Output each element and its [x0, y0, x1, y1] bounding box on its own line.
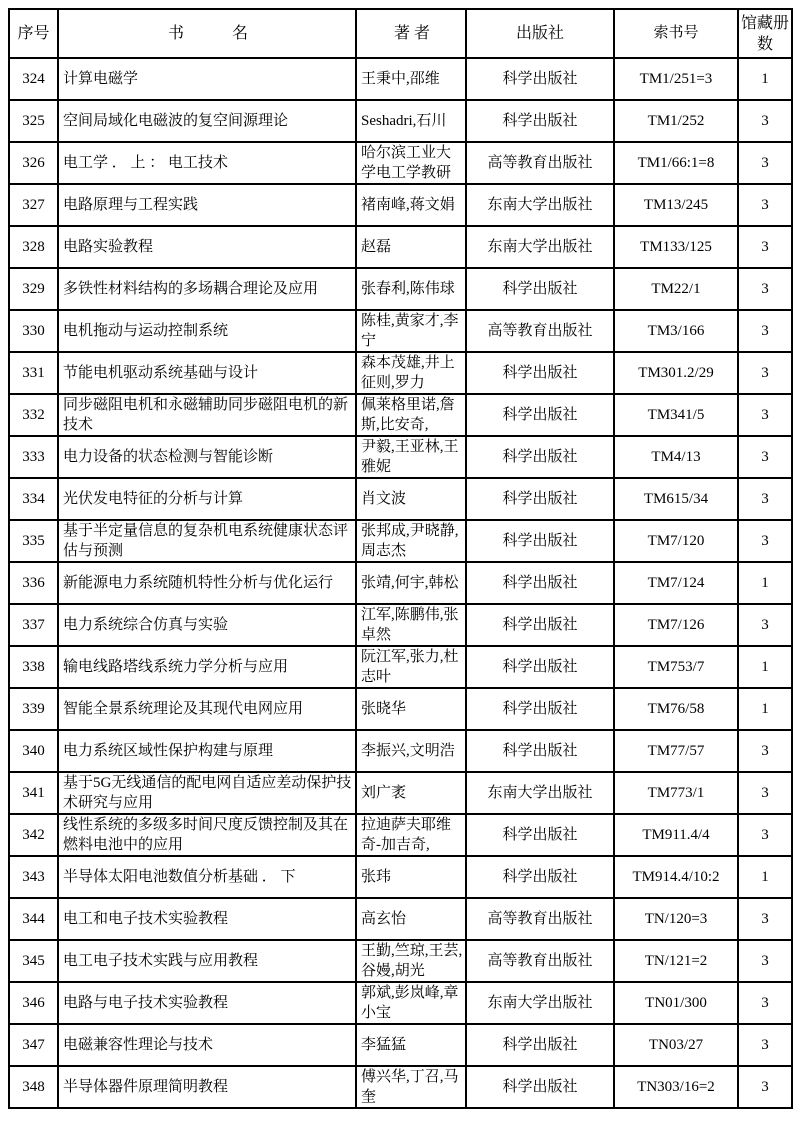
- cell-call-number: TM911.4/4: [614, 814, 738, 856]
- cell-author: 陈桂,黄家才,李宁: [356, 310, 466, 352]
- cell-title: 基于半定量信息的复杂机电系统健康状态评估与预测: [58, 520, 356, 562]
- cell-author: 张春利,陈伟球: [356, 268, 466, 310]
- header-seq: 序号: [9, 9, 58, 58]
- cell-call-number: TM13/245: [614, 184, 738, 226]
- cell-copies: 3: [738, 730, 792, 772]
- cell-title: 多铁性材料结构的多场耦合理论及应用: [58, 268, 356, 310]
- cell-call-number: TM1/252: [614, 100, 738, 142]
- cell-seq: 334: [9, 478, 58, 520]
- cell-author: 李猛猛: [356, 1024, 466, 1066]
- cell-call-number: TN03/27: [614, 1024, 738, 1066]
- cell-author: 尹毅,王亚林,王雅妮: [356, 436, 466, 478]
- cell-call-number: TM77/57: [614, 730, 738, 772]
- cell-seq: 330: [9, 310, 58, 352]
- cell-publisher: 高等教育出版社: [466, 940, 614, 982]
- cell-publisher: 科学出版社: [466, 1024, 614, 1066]
- cell-call-number: TN/120=3: [614, 898, 738, 940]
- cell-seq: 337: [9, 604, 58, 646]
- table-row: [9, 268, 792, 310]
- cell-author: 佩莱格里诺,詹斯,比安奇,: [356, 394, 466, 436]
- header-title: 书 名: [58, 9, 356, 58]
- cell-publisher: 东南大学出版社: [466, 982, 614, 1024]
- table-row: [9, 436, 792, 478]
- cell-copies: 1: [738, 58, 792, 100]
- cell-author: 肖文波: [356, 478, 466, 520]
- header-row: [9, 9, 792, 58]
- table-row: [9, 772, 792, 814]
- table-row: [9, 982, 792, 1024]
- cell-seq: 335: [9, 520, 58, 562]
- cell-publisher: 科学出版社: [466, 394, 614, 436]
- cell-copies: 3: [738, 940, 792, 982]
- cell-publisher: 科学出版社: [466, 436, 614, 478]
- cell-publisher: 东南大学出版社: [466, 226, 614, 268]
- cell-seq: 329: [9, 268, 58, 310]
- cell-title: 节能电机驱动系统基础与设计: [58, 352, 356, 394]
- cell-title: 电路实验教程: [58, 226, 356, 268]
- cell-publisher: 科学出版社: [466, 730, 614, 772]
- cell-author: 褚南峰,蒋文娟: [356, 184, 466, 226]
- cell-call-number: TM7/124: [614, 562, 738, 604]
- cell-call-number: TM7/120: [614, 520, 738, 562]
- cell-title: 半导体太阳电池数值分析基础 ． 下: [58, 856, 356, 898]
- cell-seq: 325: [9, 100, 58, 142]
- cell-seq: 343: [9, 856, 58, 898]
- cell-publisher: 科学出版社: [466, 688, 614, 730]
- cell-call-number: TN/121=2: [614, 940, 738, 982]
- cell-title: 计算电磁学: [58, 58, 356, 100]
- cell-author: 高玄怡: [356, 898, 466, 940]
- cell-copies: 3: [738, 604, 792, 646]
- cell-copies: 3: [738, 142, 792, 184]
- cell-title: 电路与电子技术实验教程: [58, 982, 356, 1024]
- cell-publisher: 东南大学出版社: [466, 772, 614, 814]
- cell-publisher: 科学出版社: [466, 562, 614, 604]
- cell-author: 王秉中,邵维: [356, 58, 466, 100]
- table-row: [9, 58, 792, 100]
- cell-title: 电工和电子技术实验教程: [58, 898, 356, 940]
- cell-title: 电工学 ． 上 ： 电工技术: [58, 142, 356, 184]
- cell-copies: 3: [738, 268, 792, 310]
- cell-publisher: 科学出版社: [466, 856, 614, 898]
- table-row: [9, 394, 792, 436]
- cell-call-number: TM4/13: [614, 436, 738, 478]
- cell-publisher: 科学出版社: [466, 646, 614, 688]
- cell-publisher: 科学出版社: [466, 478, 614, 520]
- cell-author: 张邦成,尹晓静,周志杰: [356, 520, 466, 562]
- cell-publisher: 高等教育出版社: [466, 310, 614, 352]
- cell-seq: 336: [9, 562, 58, 604]
- document-page: [8, 8, 793, 1109]
- cell-call-number: TN303/16=2: [614, 1066, 738, 1108]
- cell-author: 王勤,竺琼,王芸,谷嫚,胡光: [356, 940, 466, 982]
- cell-call-number: TM301.2/29: [614, 352, 738, 394]
- table-row: [9, 142, 792, 184]
- table-row: [9, 562, 792, 604]
- cell-title: 输电线路塔线系统力学分析与应用: [58, 646, 356, 688]
- header-call-number: 索书号: [614, 9, 738, 58]
- table-row: [9, 898, 792, 940]
- cell-publisher: 科学出版社: [466, 352, 614, 394]
- cell-title: 线性系统的多级多时间尺度反馈控制及其在燃料电池中的应用: [58, 814, 356, 856]
- table-row: [9, 856, 792, 898]
- cell-seq: 338: [9, 646, 58, 688]
- cell-call-number: TN01/300: [614, 982, 738, 1024]
- table-row: [9, 814, 792, 856]
- cell-publisher: 东南大学出版社: [466, 184, 614, 226]
- cell-title: 基于5G无线通信的配电网自适应差动保护技术研究与应用: [58, 772, 356, 814]
- cell-author: 张晓华: [356, 688, 466, 730]
- cell-title: 电力系统区域性保护构建与原理: [58, 730, 356, 772]
- cell-author: 拉迪萨夫耶维奇-加吉奇,: [356, 814, 466, 856]
- cell-call-number: TM753/7: [614, 646, 738, 688]
- cell-seq: 333: [9, 436, 58, 478]
- cell-seq: 326: [9, 142, 58, 184]
- cell-title: 半导体器件原理简明教程: [58, 1066, 356, 1108]
- cell-seq: 332: [9, 394, 58, 436]
- header-author: 著 者: [356, 9, 466, 58]
- cell-call-number: TM133/125: [614, 226, 738, 268]
- cell-copies: 3: [738, 814, 792, 856]
- cell-author: 张玮: [356, 856, 466, 898]
- cell-author: 傅兴华,丁召,马奎: [356, 1066, 466, 1108]
- table-row: [9, 478, 792, 520]
- header-publisher: 出版社: [466, 9, 614, 58]
- cell-seq: 327: [9, 184, 58, 226]
- cell-publisher: 科学出版社: [466, 520, 614, 562]
- cell-copies: 3: [738, 436, 792, 478]
- cell-copies: 3: [738, 352, 792, 394]
- cell-call-number: TM914.4/10:2: [614, 856, 738, 898]
- table-row: [9, 1024, 792, 1066]
- cell-author: 郭斌,彭岚峰,章小宝: [356, 982, 466, 1024]
- cell-publisher: 科学出版社: [466, 604, 614, 646]
- cell-publisher: 高等教育出版社: [466, 898, 614, 940]
- cell-copies: 3: [738, 100, 792, 142]
- cell-publisher: 高等教育出版社: [466, 142, 614, 184]
- cell-seq: 347: [9, 1024, 58, 1066]
- cell-copies: 3: [738, 772, 792, 814]
- cell-copies: 3: [738, 226, 792, 268]
- cell-copies: 3: [738, 520, 792, 562]
- cell-publisher: 科学出版社: [466, 100, 614, 142]
- cell-seq: 344: [9, 898, 58, 940]
- cell-call-number: TM22/1: [614, 268, 738, 310]
- book-catalog-table: [8, 8, 793, 1109]
- cell-title: 电机拖动与运动控制系统: [58, 310, 356, 352]
- cell-copies: 3: [738, 478, 792, 520]
- cell-publisher: 科学出版社: [466, 814, 614, 856]
- cell-seq: 324: [9, 58, 58, 100]
- table-row: [9, 310, 792, 352]
- cell-seq: 348: [9, 1066, 58, 1108]
- cell-title: 电磁兼容性理论与技术: [58, 1024, 356, 1066]
- cell-publisher: 科学出版社: [466, 268, 614, 310]
- cell-author: 李振兴,文明浩: [356, 730, 466, 772]
- cell-seq: 340: [9, 730, 58, 772]
- table-body: [9, 58, 792, 1108]
- cell-copies: 3: [738, 982, 792, 1024]
- table-row: [9, 352, 792, 394]
- cell-call-number: TM1/66:1=8: [614, 142, 738, 184]
- cell-copies: 1: [738, 562, 792, 604]
- table-header: [9, 9, 792, 58]
- cell-copies: 3: [738, 394, 792, 436]
- cell-seq: 341: [9, 772, 58, 814]
- cell-author: 哈尔滨工业大学电工学教研: [356, 142, 466, 184]
- cell-seq: 342: [9, 814, 58, 856]
- cell-title: 电工电子技术实践与应用教程: [58, 940, 356, 982]
- cell-author: 森本茂雄,井上征则,罗力: [356, 352, 466, 394]
- cell-copies: 1: [738, 856, 792, 898]
- cell-seq: 331: [9, 352, 58, 394]
- table-row: [9, 226, 792, 268]
- cell-call-number: TM76/58: [614, 688, 738, 730]
- cell-publisher: 科学出版社: [466, 58, 614, 100]
- cell-seq: 346: [9, 982, 58, 1024]
- cell-call-number: TM3/166: [614, 310, 738, 352]
- cell-title: 电力设备的状态检测与智能诊断: [58, 436, 356, 478]
- cell-title: 空间局域化电磁波的复空间源理论: [58, 100, 356, 142]
- cell-call-number: TM1/251=3: [614, 58, 738, 100]
- cell-title: 电力系统综合仿真与实验: [58, 604, 356, 646]
- cell-author: 刘广袤: [356, 772, 466, 814]
- cell-copies: 3: [738, 1066, 792, 1108]
- cell-title: 同步磁阻电机和永磁辅助同步磁阻电机的新技术: [58, 394, 356, 436]
- cell-seq: 345: [9, 940, 58, 982]
- table-row: [9, 688, 792, 730]
- cell-author: 张靖,何宇,韩松: [356, 562, 466, 604]
- table-row: [9, 100, 792, 142]
- cell-author: Seshadri,石川: [356, 100, 466, 142]
- cell-seq: 339: [9, 688, 58, 730]
- cell-copies: 3: [738, 1024, 792, 1066]
- table-row: [9, 520, 792, 562]
- table-row: [9, 646, 792, 688]
- table-row: [9, 184, 792, 226]
- cell-copies: 1: [738, 688, 792, 730]
- cell-copies: 1: [738, 646, 792, 688]
- cell-call-number: TM615/34: [614, 478, 738, 520]
- cell-copies: 3: [738, 184, 792, 226]
- cell-author: 阮江军,张力,杜志叶: [356, 646, 466, 688]
- cell-copies: 3: [738, 898, 792, 940]
- cell-publisher: 科学出版社: [466, 1066, 614, 1108]
- cell-title: 智能全景系统理论及其现代电网应用: [58, 688, 356, 730]
- cell-call-number: TM341/5: [614, 394, 738, 436]
- header-copies: 馆藏册数: [738, 9, 792, 58]
- table-row: [9, 940, 792, 982]
- cell-author: 赵磊: [356, 226, 466, 268]
- table-row: [9, 604, 792, 646]
- table-row: [9, 730, 792, 772]
- cell-author: 江军,陈鹏伟,张卓然: [356, 604, 466, 646]
- cell-title: 光伏发电特征的分析与计算: [58, 478, 356, 520]
- cell-call-number: TM7/126: [614, 604, 738, 646]
- table-row: [9, 1066, 792, 1108]
- cell-call-number: TM773/1: [614, 772, 738, 814]
- cell-title: 新能源电力系统随机特性分析与优化运行: [58, 562, 356, 604]
- cell-copies: 3: [738, 310, 792, 352]
- cell-seq: 328: [9, 226, 58, 268]
- cell-title: 电路原理与工程实践: [58, 184, 356, 226]
